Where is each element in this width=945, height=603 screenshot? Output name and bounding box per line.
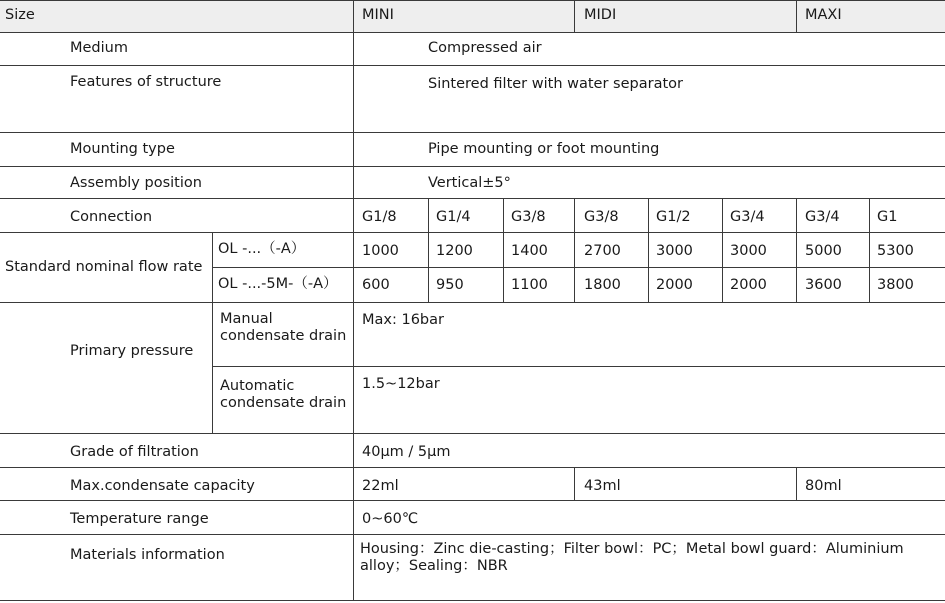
rule [574,198,575,303]
temperature-label: Temperature range [70,511,209,527]
flow-cell: 3800 [877,277,914,293]
filtration-value: 40μm / 5μm [362,444,451,460]
connection-cell: G3/8 [584,209,619,225]
temperature-value: 0~60℃ [362,511,419,527]
features-value: Sintered filter with water separator [428,76,683,92]
rule [869,198,870,303]
flow-cell: 2000 [656,277,693,293]
rule [0,198,945,199]
table-header [0,0,945,32]
flow-cell: 1100 [511,277,548,293]
rule [0,433,945,434]
capacity-maxi: 80ml [805,478,842,494]
rule [0,534,945,535]
flow-cell: 600 [362,277,390,293]
rule [0,302,945,303]
size-midi: MIDI [584,7,617,23]
rule [0,166,945,167]
flow-cell: 3600 [805,277,842,293]
capacity-midi: 43ml [584,478,621,494]
rule [0,500,945,501]
flow-model: OL -...-5M-（-A） [218,276,338,292]
flow-cell: 5300 [877,243,914,259]
rule [796,0,797,33]
rule [0,65,945,66]
connection-cell: G3/4 [805,209,840,225]
capacity-label: Max.condensate capacity [70,478,255,494]
filtration-label: Grade of filtration [70,444,199,460]
flow-cell: 2000 [730,277,767,293]
rule [796,467,797,501]
mounting-label: Mounting type [70,141,175,157]
mounting-value: Pipe mounting or foot mounting [428,141,660,157]
connection-cell: G1/8 [362,209,397,225]
automatic-drain-label: condensate drain [220,395,347,411]
rule [0,0,945,1]
pressure-label: Primary pressure [70,343,194,359]
flow-cell: 3000 [730,243,767,259]
rule [574,0,575,33]
rule [722,198,723,303]
rule [428,198,429,303]
rule [574,467,575,501]
rule [353,0,354,601]
flow-cell: 1800 [584,277,621,293]
medium-value: Compressed air [428,40,542,56]
manual-drain-label: condensate drain [220,328,347,344]
rule [212,366,945,367]
rule [212,267,945,268]
assembly-value: Vertical±5° [428,175,511,191]
medium-label: Medium [70,40,128,56]
rule [648,198,649,303]
flow-cell: 5000 [805,243,842,259]
size-maxi: MAXI [805,7,842,23]
assembly-label: Assembly position [70,175,202,191]
flow-cell: 1000 [362,243,399,259]
connection-cell: G1/2 [656,209,691,225]
manual-drain-value: Max: 16bar [362,312,444,328]
features-label: Features of structure [70,74,222,90]
materials-value: Housing：Zinc die-casting；Filter bowl：PC；Metal bowl guard：Aluminium alloy；Sealing：NBR [360,541,904,574]
rule [0,232,945,233]
rule [212,232,213,433]
flow-cell: 2700 [584,243,621,259]
rule [0,467,945,468]
flow-cell: 3000 [656,243,693,259]
connection-cell: G1/4 [436,209,471,225]
rule [796,198,797,303]
rule [0,132,945,133]
materials-label: Materials information [70,547,225,563]
rule [0,600,945,601]
flow-label: Standard nominal flow rate [5,259,203,275]
rule [503,198,504,303]
rule [0,32,945,33]
connection-cell: G3/4 [730,209,765,225]
capacity-mini: 22ml [362,478,399,494]
flow-cell: 1200 [436,243,473,259]
flow-cell: 1400 [511,243,548,259]
connection-cell: G3/8 [511,209,546,225]
manual-drain-label: Manual [220,311,273,327]
automatic-drain-label: Automatic [220,378,295,394]
size-label: Size [5,7,35,23]
connection-cell: G1 [877,209,898,225]
size-mini: MINI [362,7,394,23]
connection-label: Connection [70,209,153,225]
flow-cell: 950 [436,277,464,293]
flow-model: OL -...（-A） [218,241,306,257]
automatic-drain-value: 1.5~12bar [362,376,440,392]
